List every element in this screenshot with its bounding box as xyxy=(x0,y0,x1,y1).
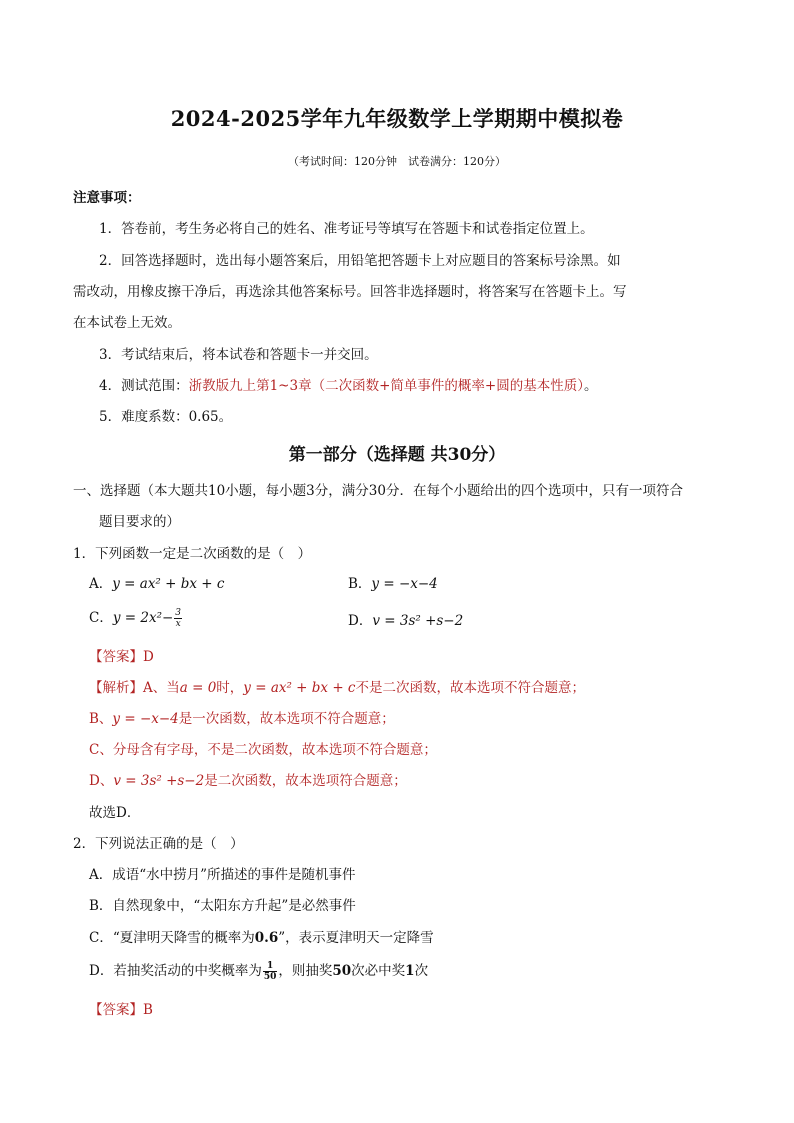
notice-item-4-prefix: 4．测试范围： xyxy=(99,378,189,394)
q1-answer xyxy=(89,645,154,665)
q1-analysis-4-math: v = 3s² +s−2 xyxy=(113,773,205,789)
notice-item-4 xyxy=(99,374,597,394)
q1-conclusion: 故选D． xyxy=(89,805,141,821)
q1-option-c-expr: y = 2x²− xyxy=(112,610,174,626)
q1-analysis-tag: 【解析】 xyxy=(89,680,143,696)
q1-option-d-expr: v = 3s² +s−2 xyxy=(372,613,464,629)
q1-analysis-2-b: 是一次函数，故本选项不符合题意； xyxy=(178,711,395,727)
q1-analysis-line-2 xyxy=(89,707,395,727)
q2-option-d-a: D．若抽奖活动的中奖概率为 xyxy=(89,963,262,979)
q1-analysis-2-a: B、 xyxy=(89,711,113,727)
q1-analysis-1-math-1: a = 0 xyxy=(179,680,217,696)
q1-option-c-denominator: x xyxy=(175,619,181,629)
q2-option-d-numerator: 1 xyxy=(263,961,278,972)
q1-analysis-1-math-2: y = ax² + bx + c xyxy=(243,680,356,696)
q2-option-d-denominator: 50 xyxy=(263,972,277,982)
q1-answer-value: D xyxy=(143,649,154,665)
q2-option-d-fraction xyxy=(263,961,278,982)
exam-info: （考试时间：120分钟 试卷满分：120分） xyxy=(288,155,506,168)
notice-item-5: 5．难度系数：0.65。 xyxy=(99,409,233,425)
q2-answer-tag: 【答案】 xyxy=(89,1002,143,1018)
question-2-stem: 2．下列说法正确的是（ ） xyxy=(73,836,244,852)
notice-item-4-suffix: 。 xyxy=(583,378,598,394)
q1-option-d-label: D． xyxy=(348,613,373,629)
q1-option-b xyxy=(348,572,438,592)
test-range: 浙教版九上第1~3章（二次函数+简单事件的概率+圆的基本性质） xyxy=(188,378,584,394)
q1-analysis-1-c: 不是二次函数，故本选项不符合题意； xyxy=(355,680,585,696)
q1-analysis-1-a: A、当 xyxy=(143,680,180,696)
q2-option-d xyxy=(89,959,428,982)
q2-option-d-c: 次必中奖 xyxy=(351,963,406,979)
notice-item-2-line-2: 需改动，用橡皮擦干净后，再选涂其他答案标号。回答非选择题时，将答案写在答题卡上。写 xyxy=(73,284,627,300)
notice-item-1: 1．答卷前，考生务必将自己的姓名、准考证号等填写在答题卡和试卷指定位置上。 xyxy=(99,221,594,237)
q2-answer-value: B xyxy=(143,1002,153,1018)
q2-option-b: B．自然现象中，“太阳东方升起”是必然事件 xyxy=(89,898,356,914)
part-intro-line-1: 一、选择题（本大题共10小题，每小题3分，满分30分．在每个小题给出的四个选项中，只有一项符合 xyxy=(73,483,683,499)
q1-analysis-1-b: 时， xyxy=(216,680,244,696)
notice-item-2-line-1: 2．回答选择题时，选出每小题答案后，用铅笔把答题卡上对应题目的答案标号涂黑。如 xyxy=(99,253,621,269)
q1-option-b-label: B． xyxy=(348,576,372,592)
q1-option-d xyxy=(348,609,463,629)
q1-option-a xyxy=(89,572,224,592)
section-title: 第一部分（选择题 共30分） xyxy=(288,445,506,465)
q1-analysis-2-math: y = −x−4 xyxy=(112,711,179,727)
q1-option-c xyxy=(89,606,183,629)
q2-option-c-value: 0.6 xyxy=(254,930,279,946)
q2-option-d-d: 次 xyxy=(414,963,429,979)
q2-option-c xyxy=(89,926,434,946)
q2-option-c-a: C．“夏津明天降雪的概率为 xyxy=(89,930,255,946)
notice-heading: 注意事项： xyxy=(73,190,141,206)
q1-analysis-line-4 xyxy=(89,769,407,789)
q2-option-d-number-2: 1 xyxy=(405,963,415,979)
q2-option-d-number-1: 50 xyxy=(332,963,352,979)
q1-analysis-4-b: 是二次函数，故本选项符合题意； xyxy=(204,773,407,789)
q1-option-a-label: A． xyxy=(89,576,113,592)
notice-item-2-line-3: 在本试卷上无效。 xyxy=(73,315,181,331)
question-1-stem: 1．下列函数一定是二次函数的是（ ） xyxy=(73,546,312,562)
q2-option-a: A．成语“水中捞月”所描述的事件是随机事件 xyxy=(89,867,356,883)
q1-analysis-line-3: C、分母含有字母，不是二次函数，故本选项不符合题意； xyxy=(89,742,437,758)
q2-option-d-b: ，则抽奖 xyxy=(278,963,333,979)
q1-option-c-numerator: 3 xyxy=(175,608,182,618)
q1-option-c-label: C． xyxy=(89,610,113,626)
q1-analysis-line-1 xyxy=(89,676,585,696)
q1-answer-tag: 【答案】 xyxy=(89,649,143,665)
q1-option-a-expr: y = ax² + bx + c xyxy=(112,576,225,592)
page-title: 2024-2025学年九年级数学上学期期中模拟卷 xyxy=(170,106,624,131)
part-intro-line-2: 题目要求的） xyxy=(99,514,180,530)
notice-item-3: 3．考试结束后，将本试卷和答题卡一并交回。 xyxy=(99,347,378,363)
q1-option-c-fraction xyxy=(174,608,182,629)
q2-option-c-b: ”，表示夏津明天一定降雪 xyxy=(278,930,434,946)
q1-analysis-4-a: D、 xyxy=(89,773,114,789)
q2-answer xyxy=(89,998,153,1018)
q1-option-b-expr: y = −x−4 xyxy=(371,576,438,592)
